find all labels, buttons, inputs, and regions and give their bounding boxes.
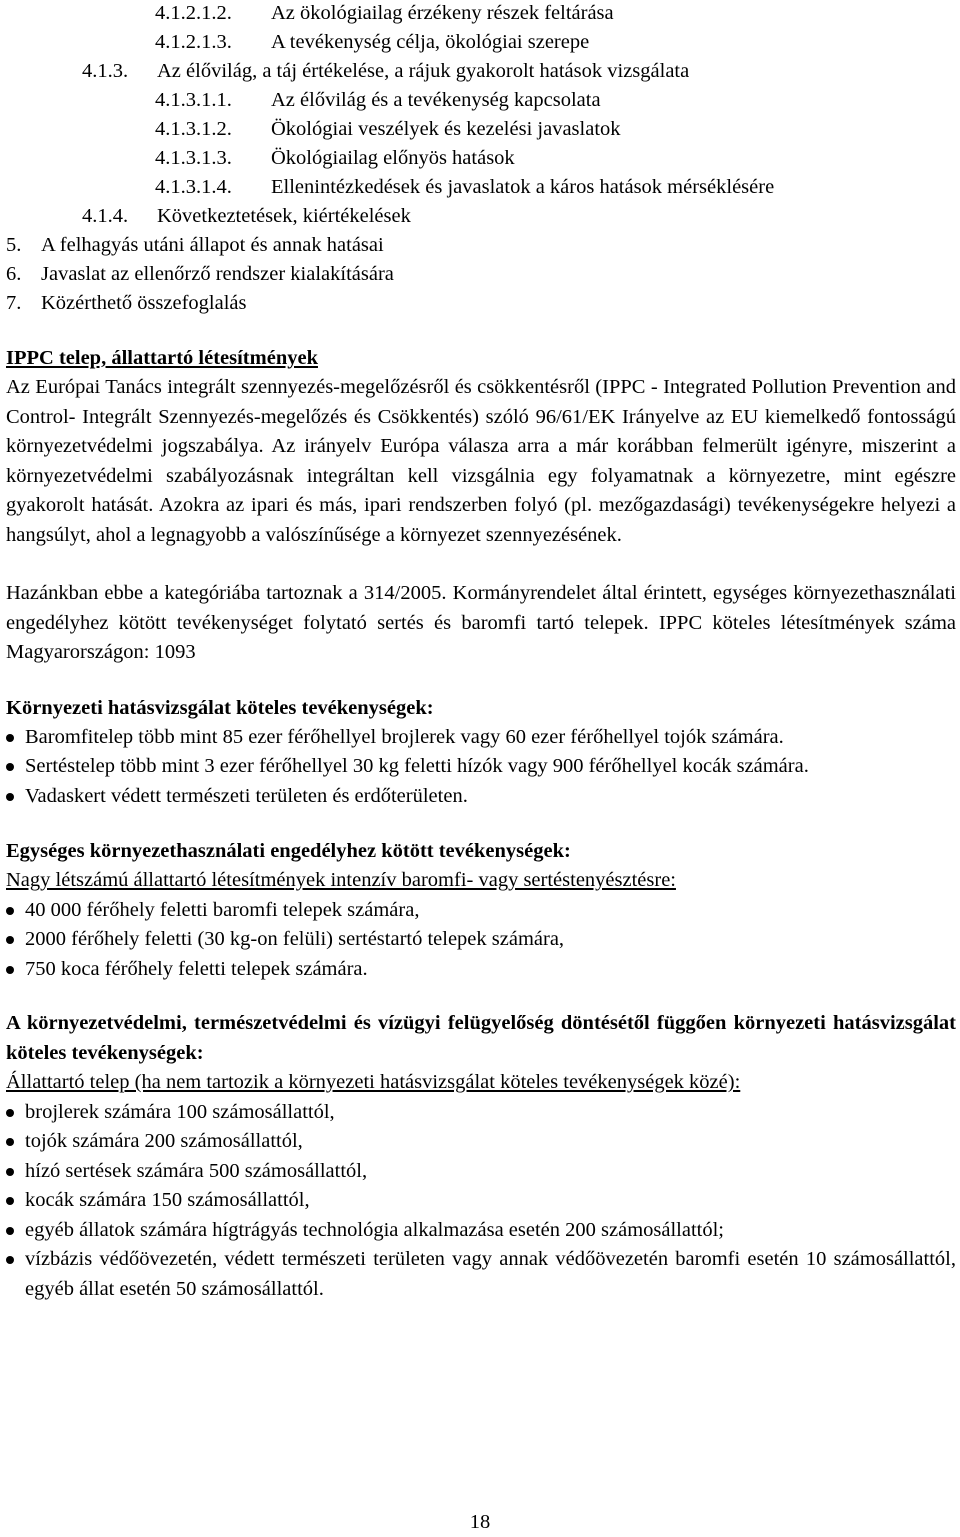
- toc-number: 5.: [6, 234, 22, 256]
- list-item: [6, 1157, 956, 1187]
- toc-entry: [6, 231, 960, 260]
- list-item: [6, 782, 956, 812]
- toc-title: Az élővilág és a tevékenység kapcsolata: [271, 89, 601, 111]
- bullet-icon: [6, 1138, 14, 1146]
- toc-title: Ellenintézkedések és javaslatok a káros hatások mérséklésére: [271, 176, 775, 198]
- toc-entry: [6, 0, 960, 28]
- bullet-icon: [6, 966, 14, 974]
- list-item-text: 40 000 férőhely feletti baromfi telepek számára,: [25, 898, 420, 921]
- spacer: [6, 668, 956, 693]
- toc-number: 4.1.2.1.2.: [155, 2, 232, 24]
- toc-entry: [6, 28, 960, 57]
- list-item-text: 750 koca férőhely feletti telepek számára.: [25, 957, 368, 980]
- toc-number: 4.1.3.1.1.: [155, 89, 232, 111]
- list-item: [6, 1216, 956, 1246]
- toc-number: 4.1.3.1.3.: [155, 147, 232, 169]
- list-item-text: vízbázis védőövezetén, védett természeti területen vagy annak védőövezetén baromfi esetén 10 számosállattól, egyéb állat esetén 50 számosállattól.: [25, 1248, 956, 1300]
- list-item-text: tojók számára 200 számosállattól,: [25, 1130, 303, 1152]
- toc-entry: [6, 202, 960, 231]
- toc-entry: [6, 173, 960, 202]
- ekh-heading: Egységes környezethasználati engedélyhez kötött tevékenységek:: [6, 840, 571, 862]
- decision-subheading: Állattartó telep (ha nem tartozik a környezeti hatásvizsgálat köteles tevékenységek közé):: [6, 1071, 741, 1093]
- list-item: [6, 723, 956, 753]
- list-item-text: egyéb állatok számára hígtrágyás technológia alkalmazása esetén 200 számosállattól;: [25, 1218, 725, 1241]
- toc-number: 4.1.3.: [82, 60, 129, 82]
- toc-number: 4.1.3.1.2.: [155, 118, 232, 140]
- toc-entry: [6, 57, 960, 86]
- toc-entry: [6, 260, 960, 289]
- ippc-paragraph: Hazánkban ebbe a kategóriába tartoznak a 314/2005. Kormányrendelet által érintett, egységes környezethasználati engedélyhez kötött tevékenységet folytató sertés és baromfi tartó telepek. IPPC köteles létesítmények száma Magyarországon: 1093: [6, 582, 956, 663]
- list-item-text: Vadaskert védett természeti területen és erdőterületen.: [25, 784, 468, 807]
- list-item-text: Sertéstelep több mint 3 ezer férőhellyel 30 kg feletti hízók vagy 900 férőhellyel kocák számára.: [25, 755, 809, 777]
- table-of-contents: [6, 0, 960, 318]
- toc-title: Az élővilág, a táj értékelése, a rájuk gyakorolt hatások vizsgálata: [157, 60, 690, 82]
- toc-title: Javaslat az ellenőrző rendszer kialakítására: [41, 263, 394, 285]
- toc-number: 4.1.2.1.3.: [155, 31, 232, 53]
- bullet-icon: [6, 936, 14, 944]
- toc-number: 6.: [6, 263, 22, 285]
- kht-heading: Környezeti hatásvizsgálat köteles tevékenységek:: [6, 696, 434, 719]
- spacer: [6, 984, 956, 1009]
- list-item: [6, 1127, 956, 1157]
- page-number: 18: [469, 1511, 491, 1533]
- spacer: [6, 811, 956, 836]
- spacer: [6, 550, 956, 579]
- bullet-icon: [6, 1227, 14, 1235]
- decision-heading: A környezetvédelmi, természetvédelmi és vízügyi felügyelőség döntésétől függően környezeti hatásvizsgálat köteles tevékenységek:: [6, 1012, 956, 1064]
- list-item: [6, 955, 956, 985]
- ekh-subheading: Nagy létszámú állattartó létesítmények intenzív baromfi- vagy sertéstenyésztésre:: [6, 869, 676, 891]
- toc-title: Következtetések, kiértékelések: [157, 205, 411, 227]
- list-item: [6, 925, 956, 955]
- list-item: [6, 1098, 956, 1128]
- toc-title: Az ökológiailag érzékeny részek feltárása: [271, 2, 614, 24]
- ippc-heading: IPPC telep, állattartó létesítmények: [6, 347, 318, 369]
- toc-title: Ökológiailag előnyös hatások: [271, 147, 515, 169]
- list-item-text: Baromfitelep több mint 85 ezer férőhellyel brojlerek vagy 60 ezer férőhellyel tojók számára.: [25, 725, 784, 748]
- list-item-text: 2000 férőhely feletti (30 kg-on felüli) sertéstartó telepek számára,: [25, 928, 565, 950]
- toc-title: A felhagyás utáni állapot és annak hatásai: [41, 234, 384, 256]
- list-item: [6, 1245, 956, 1304]
- toc-number: 4.1.3.1.4.: [155, 176, 232, 198]
- list-item-text: hízó sertések számára 500 számosállattól,: [25, 1159, 368, 1182]
- list-item: [6, 1186, 956, 1216]
- list-item-text: brojlerek számára 100 számosállattól,: [25, 1100, 335, 1123]
- bullet-icon: [6, 907, 14, 915]
- list-item-text: kocák számára 150 számosállattól,: [25, 1189, 310, 1211]
- toc-entry: [6, 144, 960, 173]
- bullet-icon: [6, 1256, 14, 1264]
- decision-list: [6, 1098, 956, 1305]
- bullet-icon: [6, 763, 14, 771]
- bullet-icon: [6, 1168, 14, 1176]
- bullet-icon: [6, 734, 14, 742]
- bullet-icon: [6, 1109, 14, 1117]
- toc-entry: [6, 289, 960, 318]
- toc-entry: [6, 86, 960, 115]
- ippc-paragraph: Az Európai Tanács integrált szennyezés-megelőzésről és csökkentésről (IPPC - Integrated Pollution Prevention and Control- Integrált Szennyezés-megelőzés és Csökkentés) szóló 96/61/EK Irányelve az EU kiemelkedő fontosságú környezetvédelmi jogszabálya. Az irányelv Európa válasza arra a már korábban felmerült igényre, miszerint a környezetvédelmi szabályozásnak integráltan kell vizsgálnia egy folyamatnak a környezetre, mint egészre gyakorolt hatását. Azokra az ipari és más, ipari rendszerben folyó (pl. mezőgazdasági) tevékenységekre helyezi a hangsúlyt, ahol a legnagyobb a valószínűsége a környezet szennyezésének.: [6, 376, 956, 546]
- toc-entry: [6, 115, 960, 144]
- kht-list: [6, 723, 956, 812]
- bullet-icon: [6, 1197, 14, 1205]
- toc-title: Közérthető összefoglalás: [41, 292, 247, 314]
- list-item: [6, 752, 956, 782]
- document-body: [6, 343, 956, 1304]
- toc-number: 4.1.4.: [82, 205, 129, 227]
- bullet-icon: [6, 793, 14, 801]
- toc-title: A tevékenység célja, ökológiai szerepe: [271, 31, 590, 53]
- toc-number: 7.: [6, 292, 22, 314]
- toc-title: Ökológiai veszélyek és kezelési javaslatok: [271, 118, 621, 140]
- ekh-list: [6, 896, 956, 985]
- list-item: [6, 896, 956, 926]
